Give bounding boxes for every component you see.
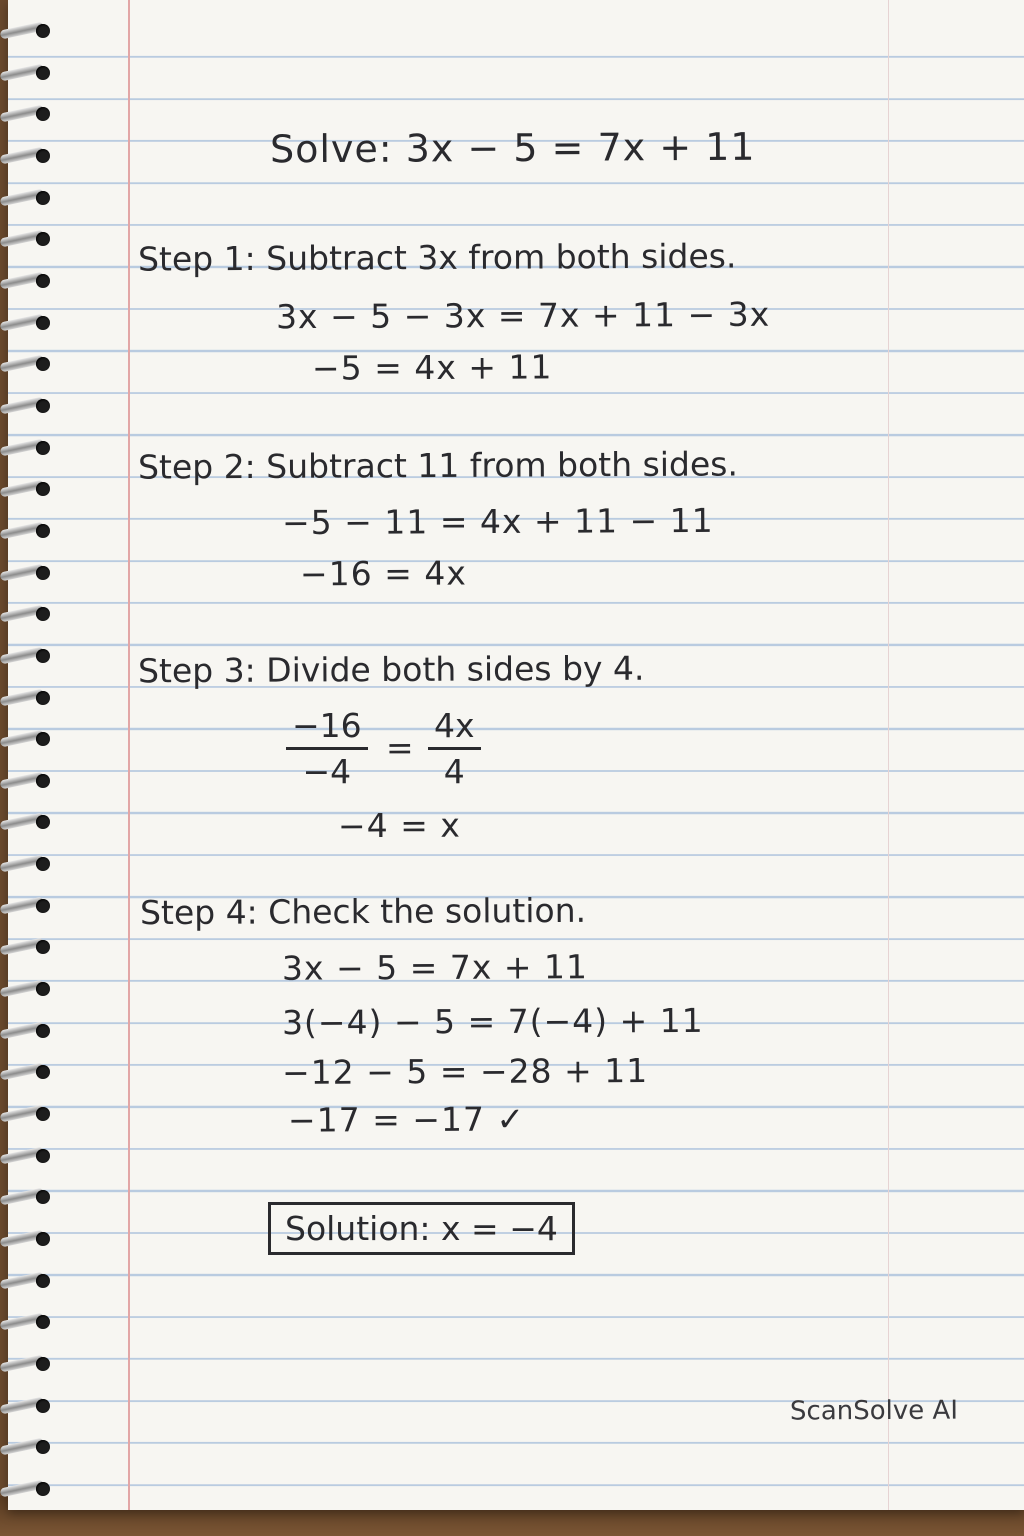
spiral-coil bbox=[0, 1478, 56, 1500]
right-margin-line bbox=[888, 0, 889, 1510]
spiral-coil bbox=[0, 1061, 56, 1083]
spiral-coil bbox=[0, 770, 56, 792]
step-4-heading: Step 4: Check the solution. bbox=[139, 890, 587, 933]
spiral-coil bbox=[0, 1228, 56, 1250]
spiral-coil bbox=[0, 62, 56, 84]
spiral-coil bbox=[0, 1270, 56, 1292]
spiral-coil bbox=[0, 1186, 56, 1208]
spiral-coil bbox=[0, 645, 56, 667]
step-1-line-2: −5 = 4x + 11 bbox=[311, 347, 553, 388]
spiral-coil bbox=[0, 478, 56, 500]
step-4-line-4: −17 = −17 ✓ bbox=[287, 1099, 526, 1140]
spiral-coil bbox=[0, 895, 56, 917]
spiral-coil bbox=[0, 1145, 56, 1167]
spiral-coil bbox=[0, 1103, 56, 1125]
left-margin-line bbox=[128, 0, 130, 1510]
spiral-coil bbox=[0, 603, 56, 625]
spiral-coil bbox=[0, 228, 56, 250]
fraction-left-denominator: −4 bbox=[302, 752, 352, 791]
spiral-binding bbox=[0, 20, 56, 1500]
spiral-coil bbox=[0, 103, 56, 125]
step-3-line-1: −4 = x bbox=[337, 805, 461, 846]
spiral-coil bbox=[0, 353, 56, 375]
spiral-coil bbox=[0, 437, 56, 459]
spiral-coil bbox=[0, 1395, 56, 1417]
spiral-coil bbox=[0, 270, 56, 292]
spiral-coil bbox=[0, 936, 56, 958]
spiral-coil bbox=[0, 187, 56, 209]
step-4-line-1: 3x − 5 = 7x + 11 bbox=[281, 947, 589, 988]
step-2-line-1: −5 − 11 = 4x + 11 − 11 bbox=[281, 500, 714, 543]
spiral-coil bbox=[0, 562, 56, 584]
step-2-line-2: −16 = 4x bbox=[299, 553, 467, 594]
spiral-coil bbox=[0, 1020, 56, 1042]
spiral-coil bbox=[0, 853, 56, 875]
step-3-heading: Step 3: Divide both sides by 4. bbox=[137, 648, 645, 691]
step-4-line-3: −12 − 5 = −28 + 11 bbox=[281, 1051, 649, 1092]
spiral-coil bbox=[0, 20, 56, 42]
spiral-coil bbox=[0, 728, 56, 750]
step-2-heading: Step 2: Subtract 11 from both sides. bbox=[137, 444, 738, 487]
step-4-line-2: 3(−4) − 5 = 7(−4) + 11 bbox=[281, 1000, 704, 1043]
problem-title: Solve: 3x − 5 = 7x + 11 bbox=[269, 124, 756, 172]
solution-box: Solution: x = −4 bbox=[268, 1202, 575, 1255]
fraction-right bbox=[428, 706, 481, 791]
notebook-page bbox=[8, 0, 1024, 1510]
spiral-coil bbox=[0, 1353, 56, 1375]
spiral-coil bbox=[0, 145, 56, 167]
fraction-left-numerator: −16 bbox=[286, 706, 368, 750]
fraction-right-numerator: 4x bbox=[428, 706, 481, 750]
spiral-coil bbox=[0, 687, 56, 709]
spiral-coil bbox=[0, 1436, 56, 1458]
spiral-coil bbox=[0, 520, 56, 542]
spiral-coil bbox=[0, 395, 56, 417]
footer-brand: ScanSolve AI bbox=[789, 1395, 959, 1427]
fraction-right-denominator: 4 bbox=[443, 752, 465, 791]
fraction-equals: = bbox=[385, 727, 415, 768]
spiral-coil bbox=[0, 978, 56, 1000]
spiral-coil bbox=[0, 811, 56, 833]
fraction-left bbox=[286, 706, 368, 791]
step-1-line-1: 3x − 5 − 3x = 7x + 11 − 3x bbox=[275, 294, 771, 337]
step-1-heading: Step 1: Subtract 3x from both sides. bbox=[137, 236, 737, 279]
spiral-coil bbox=[0, 1311, 56, 1333]
spiral-coil bbox=[0, 312, 56, 334]
